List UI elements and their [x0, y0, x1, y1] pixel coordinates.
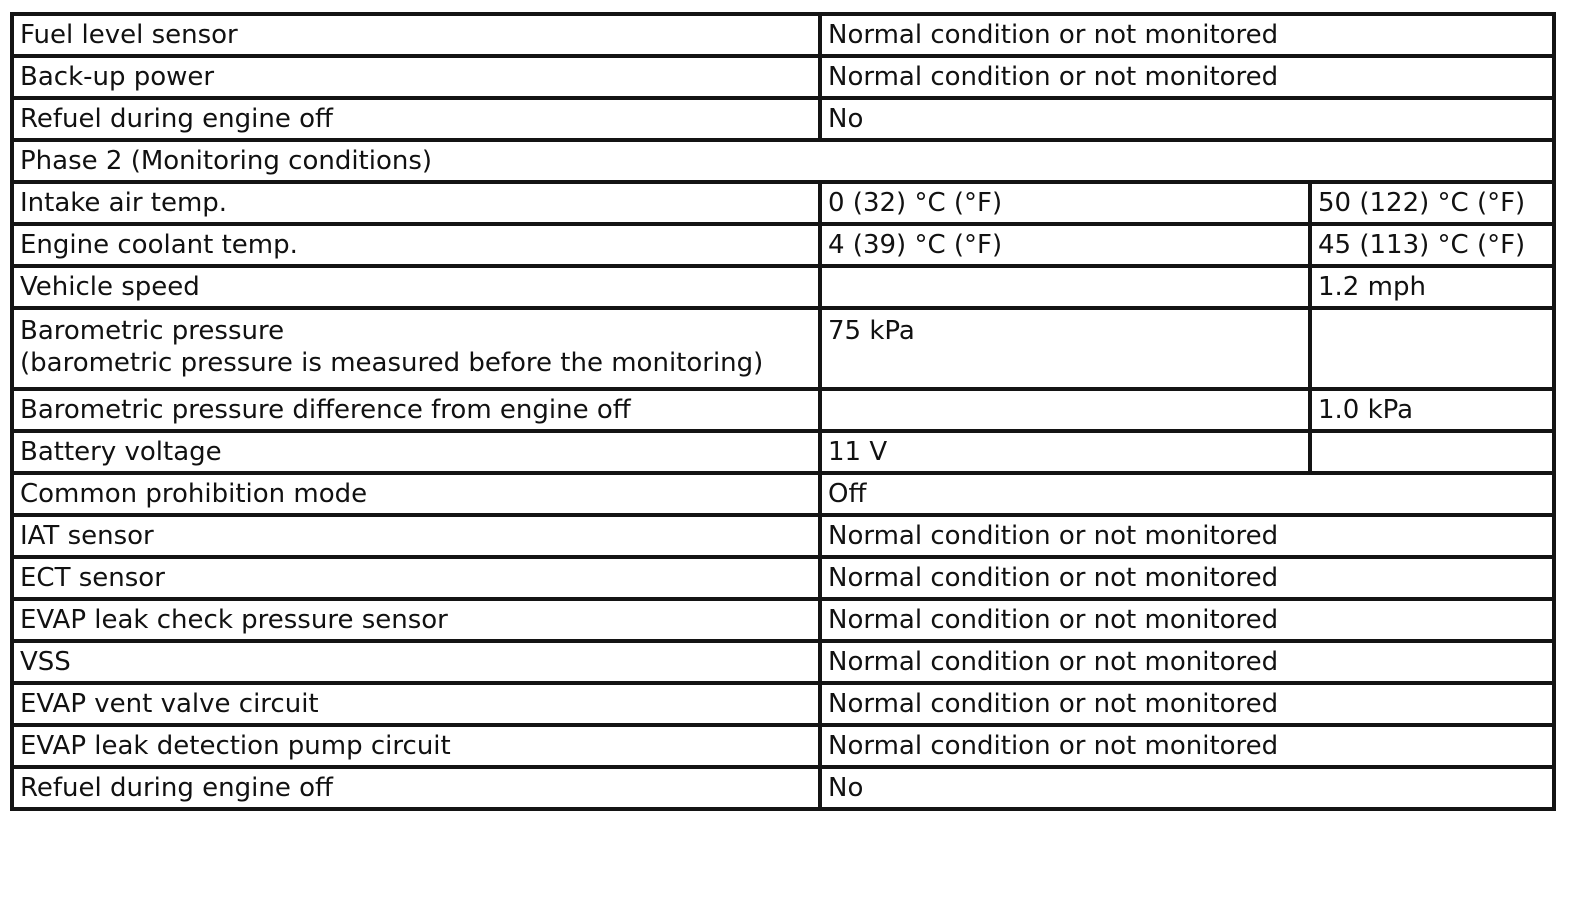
param-cell: Barometric pressure difference from engine off	[12, 389, 820, 431]
max-cell	[1310, 431, 1554, 473]
param-cell: Common prohibition mode	[12, 473, 820, 515]
value-cell: No	[820, 767, 1554, 809]
section-header: Phase 2 (Monitoring conditions)	[12, 140, 1554, 182]
min-cell: 4 (39) °C (°F)	[820, 224, 1310, 266]
param-cell: VSS	[12, 641, 820, 683]
param-cell: EVAP leak detection pump circuit	[12, 725, 820, 767]
max-cell: 50 (122) °C (°F)	[1310, 182, 1554, 224]
table-row	[12, 557, 1554, 599]
max-cell	[1310, 308, 1554, 389]
param-cell: ECT sensor	[12, 557, 820, 599]
param-cell: EVAP leak check pressure sensor	[12, 599, 820, 641]
param-cell: Fuel level sensor	[12, 14, 820, 56]
param-label: Barometric pressure	[20, 316, 285, 346]
section-header-row	[12, 140, 1554, 182]
param-cell: Refuel during engine off	[12, 767, 820, 809]
min-cell: 11 V	[820, 431, 1310, 473]
table-row	[12, 641, 1554, 683]
min-cell	[820, 389, 1310, 431]
max-cell: 45 (113) °C (°F)	[1310, 224, 1554, 266]
table-row	[12, 308, 1554, 389]
param-cell: Engine coolant temp.	[12, 224, 820, 266]
value-cell: Normal condition or not monitored	[820, 14, 1554, 56]
value-cell: Off	[820, 473, 1554, 515]
param-cell: Refuel during engine off	[12, 98, 820, 140]
max-cell: 1.2 mph	[1310, 266, 1554, 308]
param-cell	[12, 308, 820, 389]
param-cell: Intake air temp.	[12, 182, 820, 224]
min-cell	[820, 266, 1310, 308]
param-cell: IAT sensor	[12, 515, 820, 557]
table-row	[12, 224, 1554, 266]
min-cell: 0 (32) °C (°F)	[820, 182, 1310, 224]
value-cell: Normal condition or not monitored	[820, 557, 1554, 599]
table-row	[12, 182, 1554, 224]
table-row	[12, 14, 1554, 56]
table-row	[12, 767, 1554, 809]
param-cell: EVAP vent valve circuit	[12, 683, 820, 725]
value-cell: No	[820, 98, 1554, 140]
table-row	[12, 389, 1554, 431]
table-row	[12, 473, 1554, 515]
table-row	[12, 56, 1554, 98]
monitoring-conditions-table	[10, 12, 1556, 811]
value-cell: Normal condition or not monitored	[820, 683, 1554, 725]
table-row	[12, 266, 1554, 308]
table-row	[12, 431, 1554, 473]
table-row	[12, 599, 1554, 641]
max-cell: 1.0 kPa	[1310, 389, 1554, 431]
value-cell: Normal condition or not monitored	[820, 599, 1554, 641]
table-row	[12, 98, 1554, 140]
value-cell: Normal condition or not monitored	[820, 641, 1554, 683]
value-cell: Normal condition or not monitored	[820, 515, 1554, 557]
param-note: (barometric pressure is measured before the monitoring)	[20, 348, 764, 378]
param-cell: Back-up power	[12, 56, 820, 98]
table-row	[12, 683, 1554, 725]
value-cell: Normal condition or not monitored	[820, 725, 1554, 767]
table-row	[12, 515, 1554, 557]
param-cell: Battery voltage	[12, 431, 820, 473]
monitoring-conditions-sheet	[10, 12, 1552, 811]
param-cell: Vehicle speed	[12, 266, 820, 308]
min-cell: 75 kPa	[820, 308, 1310, 389]
table-row	[12, 725, 1554, 767]
value-cell: Normal condition or not monitored	[820, 56, 1554, 98]
